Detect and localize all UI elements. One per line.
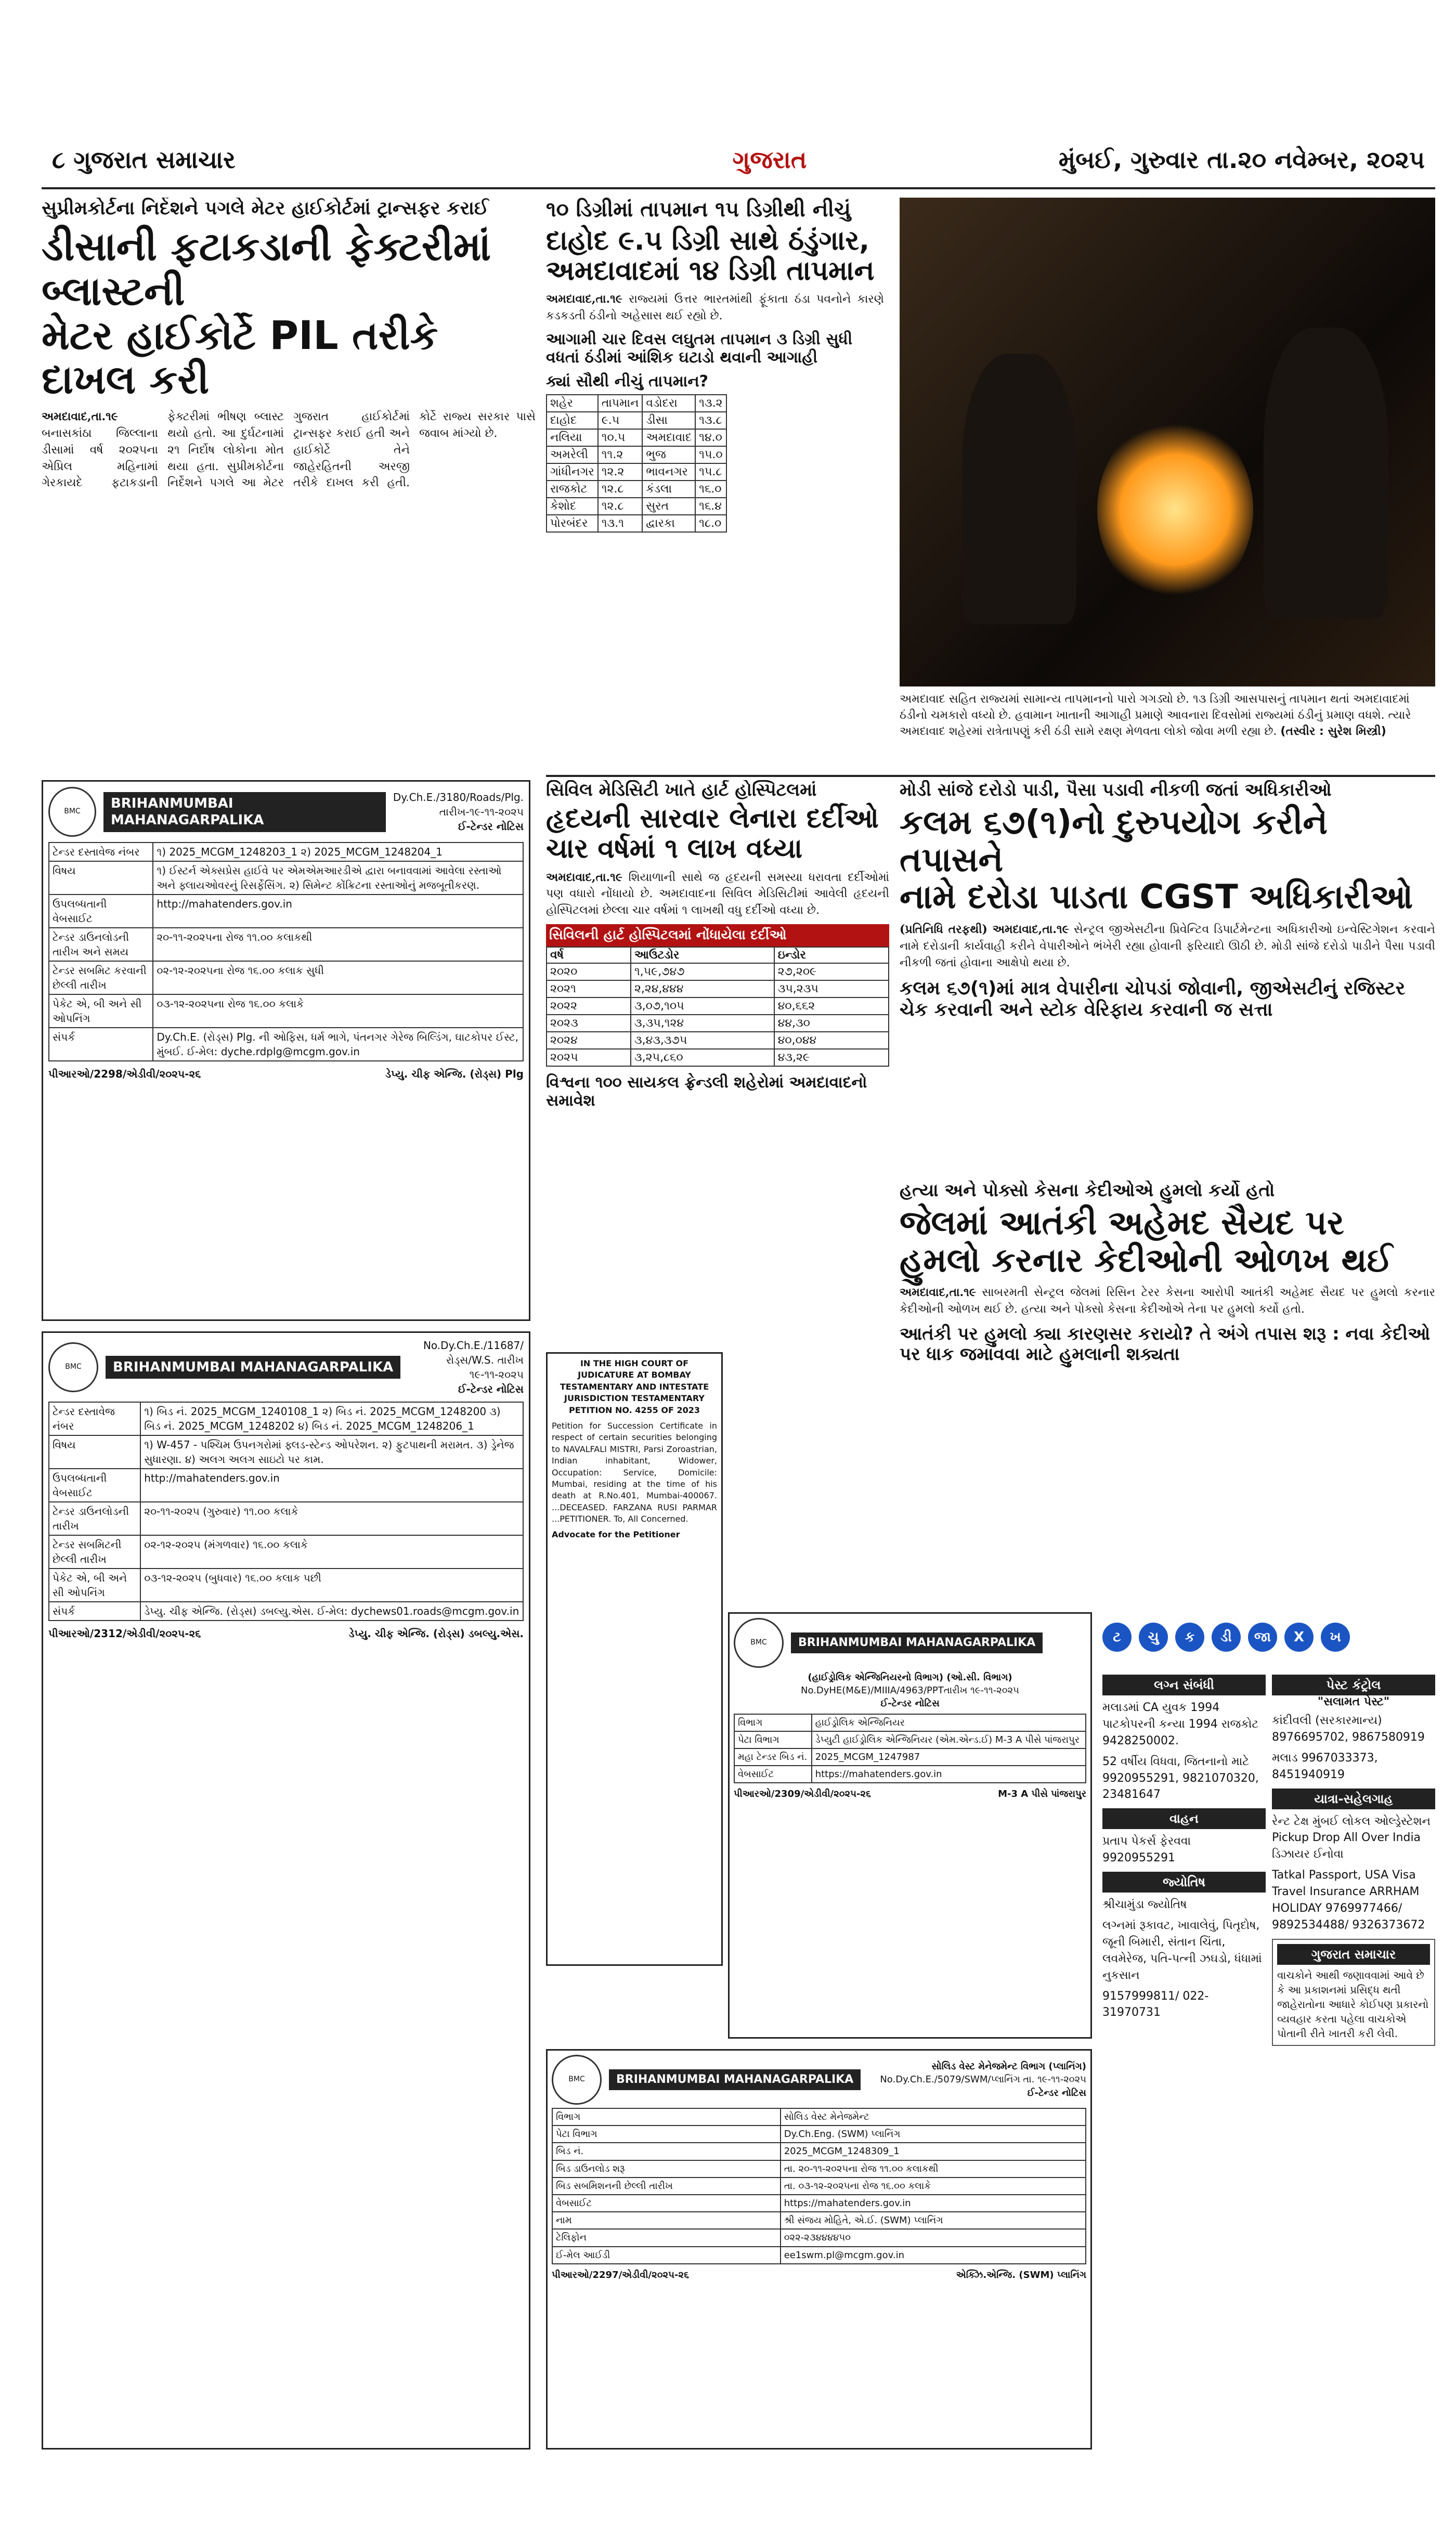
table-cell: સોલિડ વેસ્ટ મેનેજમેન્ટ xyxy=(781,2108,1086,2126)
page-label: ૮ ગુજરાત સમાચાર xyxy=(52,146,236,174)
tender-table xyxy=(48,1402,524,1621)
table-row xyxy=(552,2160,1086,2178)
tender-ref: No.Dy.Ch.E./11687/રોડ્સ/W.S. તારીખ ૧૯-૧૧-૨૦૨૫ xyxy=(423,1339,524,1381)
table-cell: ૧૩.૨ xyxy=(695,395,726,412)
table-cell: તાપમાન xyxy=(598,395,643,412)
table-cell: ee1swm.pl@mcgm.gov.in xyxy=(781,2247,1086,2264)
table-cell: ૩,૦૭,૧૦૫ xyxy=(631,997,774,1015)
table-cell: ૧૮.૦ xyxy=(695,515,726,532)
tender-sign: એક્ઝિ.એન્જિ. (SWM) પ્લાનિંગ xyxy=(956,2269,1086,2280)
table-cell: સંપર્ક xyxy=(49,1028,153,1061)
table-cell: ડેપ્યુટી હાઈડ્રોલિક એન્જિનિયર (એમ.એન્ડ.ઈ) M-3 A પીસે પાંજરાપુર xyxy=(812,1731,1086,1748)
table-cell: તા. ૦૩-૧૨-૨૦૨૫ના રોજ ૧૬.૦૦ કલાકે xyxy=(781,2178,1086,2195)
table-cell: ૧૫.૮ xyxy=(695,463,726,481)
table-row xyxy=(547,1015,889,1032)
table-cell: વેબસાઈટ xyxy=(552,2195,781,2212)
tender-dept: સોલિડ વેસ્ટ મેનેજમેન્ટ વિભાગ (પ્લાનિંગ) xyxy=(931,2061,1086,2072)
story-body: સાબરમતી સેન્ટ્રલ જેલમાં રિસિન ટેરર કેસના આરોપી આતંકી અહેમદ સૈયદ પર હુમલો કરનાર કેદીઓની ઓળખ થઈ છે. હત્યા અને પોક્સો કેસના કેદીઓએ તેના પર હુમલો કર્યો હતો. xyxy=(900,1286,1435,1316)
classified-ad: 52 વર્ષીય વિધવા, જિતનાનો માટે 9920955291, 9821070320, 23481647 xyxy=(1102,1755,1259,1802)
table-cell: ૧૫.૦ xyxy=(695,446,726,463)
table-cell: સુરત xyxy=(642,498,695,515)
table-cell: વિભાગ xyxy=(734,1714,812,1731)
table-row xyxy=(547,1032,889,1049)
sub-story-kicker: વિશ્વના ૧૦૦ સાયકલ ફ્રેન્ડલી શહેરોમાં અમદાવાદનો સમાવેશ xyxy=(546,1073,867,1110)
table-cell: મહા ટેન્ડર બિડ નં. xyxy=(734,1748,812,1766)
story-headline: મેટર હાઈકોર્ટે PIL તરીકે દાખલ કરી xyxy=(42,312,438,403)
table-cell: ટેલિફોન xyxy=(552,2229,781,2246)
gs-box-body: વાચકોને આથી જણાવવામાં આવે છે કે આ પ્રકાશનમાં પ્રસિદ્ધ થતી જાહેરાતોના આધારે કોઈપણ પ્રકારનો વ્યવહાર કરતા પહેલા વાચકોએ પોતાની રીતે ખાતરી કરી લેવી. xyxy=(1277,1968,1429,2040)
photo-caption: અમદાવાદ સહિત રાજ્યમાં સામાન્ય તાપમાનનો પારો ગગડ્યો છે. ૧૩ ડિગ્રી આસપાસનું તાપમાન થતાં અમદાવાદમાં ઠંડીનો ચમકારો વધ્યો છે. હવામાન ખાતાની આગાહી પ્રમાણે આવનારા દિવસોમાં રાજ્યમાં ઠંડીનું પ્રમાણ વધશે. ત્યારે અમદાવાદ શહેરમાં રાત્રેતાપણું કરી ઠંડી સામે રક્ષણ મેળવતા લોકો જોવા મળી રહ્યા છે. (તસ્વીર : સુરેશ મિસ્ત્રી) xyxy=(900,693,1411,738)
table-cell: ૧) 2025_MCGM_1248203_1 ૨) 2025_MCGM_1248204_1 xyxy=(153,843,523,861)
table-row xyxy=(547,429,726,446)
tender-label: ઈ-ટેન્ડર નોટિસ xyxy=(880,1698,940,1709)
table-cell: હાઈડ્રોલિક એન્જિનિયર xyxy=(812,1714,1086,1731)
table-cell: શહેર xyxy=(547,395,598,412)
corporation-name: BRIHANMUMBAI MAHANAGARPALIKA xyxy=(103,792,386,832)
table-cell: ૪૦,૬૬૨ xyxy=(774,997,889,1015)
table-row xyxy=(49,1469,523,1502)
story-headline: જેલમાં આતંકી અહેમદ સૈયદ પર xyxy=(900,1204,1344,1243)
table-cell: ૧૧.૨ xyxy=(598,446,643,463)
classified-section-pest: પેસ્ટ કંટ્રોલ xyxy=(1272,1675,1435,1695)
story-headline: અમદાવાદમાં ૧૪ ડિગ્રી તાપમાન xyxy=(546,255,875,287)
story-dateline: અમદાવાદ,તા.૧૯ xyxy=(546,870,622,884)
table-cell: ભાવનગર xyxy=(642,463,695,481)
bonfire-photo xyxy=(900,198,1435,686)
table-row xyxy=(49,994,523,1028)
table-cell: Dy.Ch.E. (રોડ્સ) Plg. ની ઓફિસ, ધર્મ ભાગે, પંતનગર ગેરેજ બિલ્ડિંગ, ઘાટકોપર ઈસ્ટ, મુંબઈ. ઈ-મેલ: dyche.rdplg@mcgm.gov.in xyxy=(153,1028,523,1061)
table-cell: ૧૨.૮ xyxy=(598,498,643,515)
table-cell: ૦૨૨-૨૩૪૪૪૪૫૦ xyxy=(781,2229,1086,2246)
table-header-cell: ઇન્ડોર xyxy=(774,947,889,963)
table-cell: ઉપલબ્ધતાની વેબસાઈટ xyxy=(49,1469,140,1502)
table-cell: વડોદરા xyxy=(642,395,695,412)
tender-sign: ડેપ્યુ. ચીફ એન્જિ. (રોડ્સ) Plg xyxy=(385,1068,524,1080)
story-jail xyxy=(900,1181,1435,1607)
gs-box-title: ગુજરાત સમાચાર xyxy=(1277,1944,1430,1965)
bmc-logo-icon: BMC xyxy=(552,2055,602,2105)
corporation-name: BRIHANMUMBAI MAHANAGARPALIKA xyxy=(106,1356,400,1379)
table-cell: બિડ સબમિશનની છેલ્લી તારીખ xyxy=(552,2178,781,2195)
classified-ad: શ્રીચામુંડા જ્યોતિષ xyxy=(1102,1898,1187,1912)
crossword-letter: ક xyxy=(1175,1623,1204,1652)
table-row xyxy=(547,463,726,481)
story-headline: ડીસાની ફટાકડાની ફેક્ટરીમાં બ્લાસ્ટની xyxy=(42,223,491,314)
table-row xyxy=(734,1766,1086,1783)
table-row xyxy=(734,1748,1086,1766)
story-heart xyxy=(546,780,889,1342)
story-kicker: સિવિલ મેડિસિટી ખાતે હાર્ટ હોસ્પિટલમાં xyxy=(546,780,817,800)
table-row xyxy=(49,1028,523,1061)
classified-section-vehicle: વાહન xyxy=(1102,1808,1266,1829)
table-cell: https://mahatenders.gov.in xyxy=(812,1766,1086,1783)
story-kicker: સુપ્રીમકોર્ટના નિર્દેશને પગલે મેટર હાઈકોર્ટમાં ટ્રાન્સફર કરાઈ xyxy=(42,198,489,219)
tender-dept: (હાઈડ્રોલિક એન્જિનિયરનો વિભાગ) (ઓ.સી. વિભાગ) xyxy=(808,1672,1012,1683)
table-cell: પેટા વિભાગ xyxy=(552,2126,781,2143)
table-row xyxy=(552,2108,1086,2126)
table-cell: સંપર્ક xyxy=(49,1602,140,1621)
tender-footer: પીઆરઓ/2298/એડીવી/૨૦૨૫-૨૬ xyxy=(48,1068,201,1080)
story-lead: રાજ્યમાં ઉત્તર ભારતમાંથી ફૂંકાતા ઠંડા પવનોને કારણે કડકડતી ઠંડીનો અહેસાસ થઈ રહ્યો છે. xyxy=(546,293,884,323)
classified-ad: મલાડમાં CA યુવક 1994 પાટકોપરની કન્યા 1994 રાજકોટ 9428250002. xyxy=(1102,1701,1259,1747)
table-cell: ૪૩,૨૯ xyxy=(774,1049,889,1066)
table-cell: રાજકોટ xyxy=(547,481,598,498)
table-cell: 2025_MCGM_1248309_1 xyxy=(781,2143,1086,2160)
crossword-letter: ચુ xyxy=(1139,1623,1168,1652)
masthead xyxy=(42,146,1456,182)
story-gst xyxy=(900,780,1435,1175)
tender-table xyxy=(734,1714,1086,1784)
story-body: શિયાળાની સાથે જ હૃદયની સમસ્યા ધરાવતા દર્દીઓમાં પણ વધારો નોંધાયો છે. અમદાવાદના સિવિલ મેડિસિટીમાં આવેલી હૃદયની હોસ્પિટલમાં છેલ્લા ચાર વર્ષમાં ૧ લાખથી વધુ દર્દીઓ વધ્યા છે. xyxy=(546,871,889,917)
table-row xyxy=(49,1569,523,1602)
table-row xyxy=(49,895,523,928)
tender-ref: Dy.Ch.E./3180/Roads/Plg. તારીખ-૧૯-૧૧-૨૦૨૫ xyxy=(393,791,524,818)
patients-table xyxy=(546,947,889,1067)
table-cell: શ્રી સંજય મોહિતે, એ.ઈ. (SWM) પ્લાનિંગ xyxy=(781,2212,1086,2229)
table-row xyxy=(49,928,523,961)
tender-footer: પીઆરઓ/2297/એડીવી/૨૦૨૫-૨૬ xyxy=(552,2269,690,2280)
table-row xyxy=(734,1714,1086,1731)
story-dateline: અમદાવાદ,તા.૧૯ xyxy=(42,409,118,423)
table-cell: ઉપલબ્ધતાની વેબસાઈટ xyxy=(49,895,153,928)
table-cell: ૨૦૨૨ xyxy=(547,997,631,1015)
tender-ref: No.Dy.Ch.E./5079/SWM/પ્લાનિંગ તા. ૧૯-૧૧-૨૦૨૫ xyxy=(880,2074,1086,2085)
crossword-banner xyxy=(1102,1623,1435,1664)
court-notice-footer: Advocate for the Petitioner xyxy=(552,1530,680,1540)
table-row xyxy=(49,1435,523,1469)
table-header-cell: વર્ષ xyxy=(547,947,631,963)
dateline: મુંબઈ, ગુરુવાર તા.૨૦ નવેમ્બર, ૨૦૨૫ xyxy=(1058,146,1425,174)
table-cell: ૨૦-૧૧-૨૦૨૫ના રોજ ૧૧.૦૦ કલાકથી xyxy=(153,928,523,961)
table-title: સિવિલની હાર્ટ હોસ્પિટલમાં નોંધાયેલા દર્દીઓ xyxy=(546,924,889,947)
table-cell: ૩૫,૨૩૫ xyxy=(774,980,889,997)
table-row xyxy=(547,515,726,532)
table-cell: દાહોદ xyxy=(547,412,598,429)
classified-ad: કાંદીવલી (સરકારમાન્ય) 8976695702, 9867580919 xyxy=(1272,1714,1425,1744)
person-silhouette xyxy=(962,354,1076,624)
story-kicker: ૧૦ ડિગ્રીમાં તાપમાન ૧૫ ડિગ્રીથી નીચું xyxy=(546,198,851,222)
story-headline: ચાર વર્ષમાં ૧ લાખ વધ્યા xyxy=(546,833,803,865)
table-cell: ૨૦-૧૧-૨૦૨૫ (ગુરુવાર) ૧૧.૦૦ કલાકે xyxy=(140,1502,523,1535)
table-cell: http://mahatenders.gov.in xyxy=(153,895,523,928)
table-cell: બિડ ડાઉનલોડ શરૂ xyxy=(552,2160,781,2178)
table-cell: ૧૬.૦ xyxy=(695,481,726,498)
table-cell: ૨૦૨૧ xyxy=(547,980,631,997)
table-row xyxy=(552,2212,1086,2229)
table-title: ક્યાં સૌથી નીચું તાપમાન? xyxy=(546,372,709,391)
table-cell: ઈ-મેલ આઈડી xyxy=(552,2247,781,2264)
table-cell: ૧૩.૮ xyxy=(695,412,726,429)
bmc-logo-icon: BMC xyxy=(48,1342,98,1392)
tender-notice-4 xyxy=(546,2049,1092,2450)
table-header-row xyxy=(547,947,889,963)
table-cell: વિભાગ xyxy=(552,2108,781,2126)
story-cold xyxy=(546,198,884,718)
table-cell: અમદાવાદ xyxy=(642,429,695,446)
story-dateline: અમદાવાદ,તા.૧૯ xyxy=(900,1286,976,1300)
classified-ad: પ્રતાપ પેકર્સ ફેરવવા 9920955291 xyxy=(1102,1835,1191,1865)
story-body: બનાસકાંઠા જિલ્લાના ડીસામાં વર્ષ ૨૦૨૫ના એપ્રિલ મહિનામાં ગેરકાયદે ફટાકડાની ફેક્ટરીમાં ભીષણ બ્લાસ્ટ થયો હતો. આ દુર્ઘટનામાં ૨૧ નિર્દોષ લોકોના મોત થયા હતા. સુપ્રીમકોર્ટના નિર્દેશને પગલે આ મેટર ગુજરાત હાઈકોર્ટમાં ટ્રાન્સફર કરાઈ હતી અને હાઈકોર્ટે તેને જાહેરહિતની અરજી તરીકે દાખલ કરી હતી. કોર્ટે રાજ્ય સરકાર પાસે જવાબ માંગ્યો છે. xyxy=(42,410,536,490)
table-cell: ૧૦.૫ xyxy=(598,429,643,446)
story-dateline: (પ્રતિનિધિ તરફથી) અમદાવાદ,તા.૧૯ xyxy=(900,923,1069,937)
tender-notice-3 xyxy=(728,1612,1092,2039)
table-row xyxy=(552,2195,1086,2212)
bmc-logo-icon: BMC xyxy=(48,787,96,837)
table-cell: કેશોદ xyxy=(547,498,598,515)
crossword-letter: ટ xyxy=(1102,1623,1132,1652)
table-cell: ૨૦૨૩ xyxy=(547,1015,631,1032)
court-notice-title: IN THE HIGH COURT OF JUDICATURE AT BOMBAY TESTAMENTARY AND INTESTATE JURISDICTION TESTAMENTARY PETITION NO. 4255 OF 2023 xyxy=(560,1358,709,1415)
tender-label: ઈ-ટેન્ડર નોટિસ xyxy=(1027,2087,1086,2098)
table-cell: પેકેટ એ, બી અને સી ઓપનિંગ xyxy=(49,1569,140,1602)
table-cell: http://mahatenders.gov.in xyxy=(140,1469,523,1502)
table-cell: ૪૪,૩૦ xyxy=(774,1015,889,1032)
table-cell: ૧૨.૨ xyxy=(598,463,643,481)
table-cell: નલિયા xyxy=(547,429,598,446)
crossword-letter: ખ xyxy=(1321,1623,1350,1652)
table-cell: ૧૬.૪ xyxy=(695,498,726,515)
classified-section-astro: જ્યોતિષ xyxy=(1102,1872,1266,1893)
table-row xyxy=(547,963,889,980)
table-row xyxy=(547,481,726,498)
table-cell: ૧૪.૦ xyxy=(695,429,726,446)
table-row xyxy=(547,980,889,997)
story-headline: કલમ ૬૭(૧)નો દુરુપયોગ કરીને તપાસને xyxy=(900,804,1328,879)
story-subhead: આગામી ચાર દિવસ લઘુતમ તાપમાન ૩ ડિગ્રી સુધી વધતાં ઠંડીમાં આંશિક ઘટાડો થવાની આગાહી xyxy=(546,330,853,367)
table-row xyxy=(552,2126,1086,2143)
story-dateline: અમદાવાદ,તા.૧૯ xyxy=(546,292,622,306)
fire-glow xyxy=(1097,416,1253,603)
classifieds xyxy=(1102,1675,1435,2450)
table-cell: ગાંધીનગર xyxy=(547,463,598,481)
table-cell: ટેન્ડર સબમિટની છેલ્લી તારીખ xyxy=(49,1535,140,1569)
table-cell: ૩,૩૫,૧૨૪ xyxy=(631,1015,774,1032)
crossword-letter: ડી xyxy=(1212,1623,1241,1652)
table-cell: ટેન્ડર દસ્તાવેજ નંબર xyxy=(49,1402,140,1435)
classified-ad: Tatkal Passport, USA Visa Travel Insurance ARRHAM HOLIDAY 9769977466/ 9892534488/ 9326373672 xyxy=(1272,1869,1425,1932)
person-silhouette xyxy=(1264,328,1388,619)
story-kicker: મોડી સાંજે દરોડો પાડી, પૈસા પડાવી નીકળી જતાં અધિકારીઓ xyxy=(900,780,1332,800)
table-cell: ૨,૨૪,૪૪૪ xyxy=(631,980,774,997)
table-cell: અમરેલી xyxy=(547,446,598,463)
table-row xyxy=(552,2143,1086,2160)
table-row xyxy=(49,1535,523,1569)
table-cell: ૧૨.૮ xyxy=(598,481,643,498)
crossword-letter: જા xyxy=(1248,1623,1277,1652)
tender-ref: No.DyHE(M&E)/MIIIA/4963/PPTતારીખ ૧૯-૧૧-૨૦૨૫ xyxy=(801,1685,1019,1696)
table-cell: ૦૩-૧૨-૨૦૨૫ના રોજ ૧૬.૦૦ કલાકે xyxy=(153,994,523,1028)
story-headline: હુમલો કરનાર કેદીઓની ઓળખ થઈ xyxy=(900,1241,1393,1280)
classified-ad: 9157999811/ 022-31970731 xyxy=(1102,1989,1209,2019)
table-cell: ડીસા xyxy=(642,412,695,429)
table-header-cell: આઉટડોર xyxy=(631,947,774,963)
table-cell: ટેન્ડર દસ્તાવેજ નંબર xyxy=(49,843,153,861)
classified-ad: લગ્નમાં રૂકાવટ, ખાવાલેવું, પિતૃદોષ, જૂની બિમારી, સંતાન ચિંતા, લવમેરેજ, પતિ-પત્ની ઝઘડો, ધંધામાં નુકસાન xyxy=(1102,1919,1262,1982)
table-cell: ૧૩.૧ xyxy=(598,515,643,532)
crossword-letter: X xyxy=(1284,1623,1314,1652)
story-body: સેન્ટ્રલ જીએસટીના પ્રિવેન્ટિવ ડિપાર્ટમેન્ટના અધિકારીઓ ઇન્વેસ્ટિગેશન કરવાને નામે દરોડાની કાર્યવાહી કરીને વેપારીઓને ભંખેરી રહ્યા હોવાની ફરિયાદો ઊઠી છે. મોડી સાંજે દરોડો પાડીને પૈસા પડાવી નીકળી જતાં હોવાના આક્ષેપો થયા છે. xyxy=(900,923,1435,969)
section-divider xyxy=(546,775,1435,777)
story-kicker: હત્યા અને પોક્સો કેસના કેદીઓએ હુમલો કર્યો હતો xyxy=(900,1181,1275,1201)
table-cell: તા. ૨૦-૧૧-૨૦૨૫ના રોજ ૧૧.૦૦ કલાકથી xyxy=(781,2160,1086,2178)
masthead-divider xyxy=(42,187,1435,189)
table-cell: પોરબંદર xyxy=(547,515,598,532)
story-headline: હૃદયની સારવાર લેનારા દર્દીઓ xyxy=(546,803,879,835)
table-cell: દ્વારકા xyxy=(642,515,695,532)
crossword-letters xyxy=(1102,1623,1435,1652)
table-row xyxy=(552,2247,1086,2264)
table-cell: ભુજ xyxy=(642,446,695,463)
tender-label: ઈ-ટેન્ડર નોટિસ xyxy=(458,1383,524,1395)
corporation-name: BRIHANMUMBAI MAHANAGARPALIKA xyxy=(609,2069,861,2090)
table-row xyxy=(547,395,726,412)
bmc-logo-icon: BMC xyxy=(734,1618,784,1668)
story-subhead: કલમ ૬૭(૧)માં માત્ર વેપારીના ચોપડાં જોવાની, જીએસટીનું રજિસ્ટર ચેક કરવાની અને સ્ટોક વેરિફાય કરવાની જ સત્તા xyxy=(900,977,1406,1021)
table-row xyxy=(49,961,523,994)
table-cell: ૯.૫ xyxy=(598,412,643,429)
table-row xyxy=(49,1402,523,1435)
court-notice xyxy=(546,1352,723,1966)
table-row xyxy=(547,446,726,463)
table-cell: ટેન્ડર ડાઉનલોડની તારીખ અને સમય xyxy=(49,928,153,961)
table-cell: ૦૨-૧૨-૨૦૨૫ના રોજ ૧૬.૦૦ કલાક સુધી xyxy=(153,961,523,994)
table-cell: ૨૦૨૦ xyxy=(547,963,631,980)
tender-table xyxy=(48,842,524,1061)
temperature-table xyxy=(546,394,727,533)
table-cell: ડેપ્યુ. ચીફ એન્જિ. (રોડ્સ) ડબલ્યુ.એસ. ઈ-મેલ: dychews01.roads@mcgm.gov.in xyxy=(140,1602,523,1621)
corporation-name: BRIHANMUMBAI MAHANAGARPALIKA xyxy=(791,1632,1043,1653)
table-cell: પેટા વિભાગ xyxy=(734,1731,812,1748)
table-cell: ૩,૨૫,૮૬૦ xyxy=(631,1049,774,1066)
table-row xyxy=(552,2229,1086,2246)
classified-section-marriage: લગ્ન સંબંધી xyxy=(1102,1675,1266,1695)
table-cell: નામ xyxy=(552,2212,781,2229)
tender-footer: પીઆરઓ/2309/એડીવી/૨૦૨૫-૨૬ xyxy=(734,1789,872,1800)
story-headline: દાહોદ ૯.૫ ડિગ્રી સાથે ઠંડુંગાર, xyxy=(546,225,869,256)
table-row xyxy=(547,997,889,1015)
table-row xyxy=(547,1049,889,1066)
table-cell: ૩,૪૩,૩૭૫ xyxy=(631,1032,774,1049)
gs-disclaimer-box xyxy=(1272,1939,1435,2046)
table-cell: બિડ નં. xyxy=(552,2143,781,2160)
table-cell: ૪૦,૦૪૪ xyxy=(774,1032,889,1049)
table-cell: ૦૩-૧૨-૨૦૨૫ (બુધવાર) ૧૬.૦૦ કલાક પછી xyxy=(140,1569,523,1602)
classified-section-travel: યાત્રા-સહેલગાહ xyxy=(1272,1789,1435,1809)
court-notice-body: Petition for Succession Certificate in respect of certain securities belonging to NAVALFALI MISTRI, Parsi Zoroastrian, Indian inhabitant, Widower, Occupation: Service, Domicile: Mumbai, residing at the time of his death at R.No.401, Mumbai-400067. ...DECEASED. FARZANA RUSI PARMAR ...PETITIONER. To, All Concerned. xyxy=(552,1420,717,1524)
table-cell: કંડલા xyxy=(642,481,695,498)
table-cell: વેબસાઈટ xyxy=(734,1766,812,1783)
table-row xyxy=(547,412,726,429)
table-cell: 2025_MCGM_1247987 xyxy=(812,1748,1086,1766)
tender-table xyxy=(552,2108,1086,2264)
story-subhead: આતંકી પર હુમલો ક્યા કારણસર કરાયો? તે અંગે તપાસ શરૂ : નવા કેદીઓ પર ધાક જમાવવા માટે હુમલાની શક્યતા xyxy=(900,1324,1431,1365)
table-row xyxy=(49,1502,523,1535)
table-cell: ૧) બિડ નં. 2025_MCGM_1240108_1 ૨) બિડ નં. 2025_MCGM_1248200 ૩) બિડ નં. 2025_MCGM_1248202 ૪) બિડ નં. 2025_MCGM_1248206_1 xyxy=(140,1402,523,1435)
table-cell: Dy.Ch.Eng. (SWM) પ્લાનિંગ xyxy=(781,2126,1086,2143)
table-cell: ૨૭,૨૦૯ xyxy=(774,963,889,980)
classified-ad: રેન્ટ ટેક્ષ મુંબઈ લોકલ ઓલ્ડ્રેસ્ટેશન Pickup Drop All Over India ડિઝાયર ઈનોવા xyxy=(1272,1815,1431,1861)
table-row xyxy=(552,2178,1086,2195)
table-row xyxy=(734,1731,1086,1748)
table-cell: ૨૦૨૪ xyxy=(547,1032,631,1049)
section-title: ગુજરાત xyxy=(732,146,807,174)
story-headline: નામે દરોડા પાડતા CGST અધિકારીઓ xyxy=(900,878,1413,917)
table-cell: ૧) W-457 - પશ્ચિમ ઉપનગરોમાં ફ્લડ-સ્ટેન્ડ ઓપરેશન. ૨) ફુટપાથની મરામત. ૩) ડ્રેનેજ સુધારણા. ૪) અલગ અલગ સાઇટો પર કામ. xyxy=(140,1435,523,1469)
table-cell: ૨૦૨૫ xyxy=(547,1049,631,1066)
table-cell: ટેન્ડર ડાઉનલોડની તારીખ xyxy=(49,1502,140,1535)
tender-sign: M-3 A પીસે પાંજરાપુર xyxy=(998,1789,1086,1800)
tender-notice-2 xyxy=(42,1331,530,2450)
table-cell: https://mahatenders.gov.in xyxy=(781,2195,1086,2212)
classified-ad: મલાડ 9967033373, 8451940919 xyxy=(1272,1751,1378,1781)
classified-pest-sub: "સલામત પેસ્ટ" xyxy=(1317,1695,1390,1708)
table-row xyxy=(49,861,523,895)
table-row xyxy=(49,843,523,861)
table-cell: ટેન્ડર સબમિટ કરવાની છેલ્લી તારીખ xyxy=(49,961,153,994)
table-cell: વિષય xyxy=(49,1435,140,1469)
table-cell: ૧) ઈસ્ટર્ન એક્સપ્રેસ હાઈવે પર એમએમઆરડીએ દ્વારા બનાવવામાં આવેલા રસ્તાઓ અને ફ્લાયઓવરનું રિસર્ફેસિંગ. ૨) સિમેન્ટ કોંક્રિટના રસ્તાઓનું મજબૂતીકરણ. xyxy=(153,861,523,895)
photo-credit: (તસ્વીર : સુરેશ મિસ્ત્રી) xyxy=(1280,724,1386,738)
table-cell: ૦૨-૧૨-૨૦૨૫ (મંગળવાર) ૧૬.૦૦ કલાકે xyxy=(140,1535,523,1569)
tender-notice-1 xyxy=(42,780,530,1321)
tender-label: ઈ-ટેન્ડર નોટિસ xyxy=(458,820,524,833)
tender-footer: પીઆરઓ/2312/એડીવી/૨૦૨૫-૨૬ xyxy=(48,1627,201,1640)
story-deesa xyxy=(42,198,536,770)
table-cell: પેકેટ એ, બી અને સી ઓપનિંગ xyxy=(49,994,153,1028)
table-cell: ૧,૫૯,૭૪૭ xyxy=(631,963,774,980)
table-row xyxy=(49,1602,523,1621)
table-row xyxy=(547,498,726,515)
tender-sign: ડેપ્યુ. ચીફ એન્જિ. (રોડ્સ) ડબલ્યુ.એસ. xyxy=(348,1627,524,1640)
table-cell: વિષય xyxy=(49,861,153,895)
